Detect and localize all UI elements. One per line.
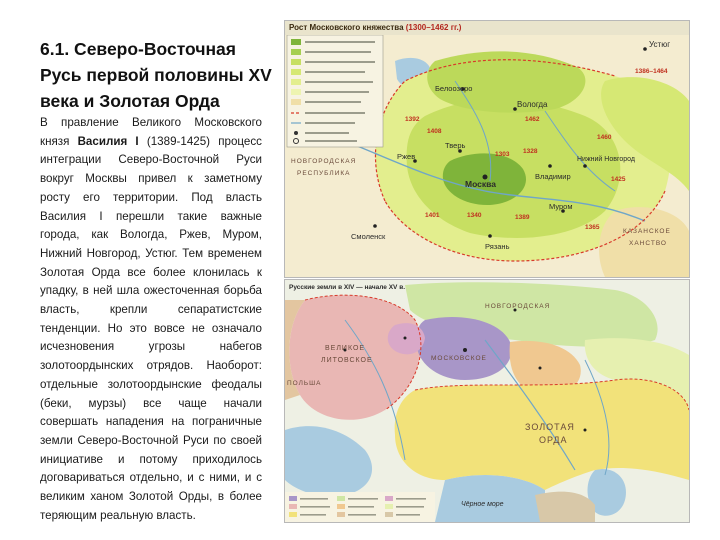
label-year-d: 1328 [523,148,538,155]
map-russian-lands [284,279,690,523]
label-year-j: 1425 [611,176,626,183]
map-top-title [285,21,689,35]
map-bottom-title: Русские земли в XIV — начале XV в. [289,284,406,291]
body-text-part1: В правление Великого Московского князя [40,116,262,148]
label-polsha: ПОЛЬША [287,380,322,387]
label-moskovskoe: МОСКОВСКОЕ [431,355,487,362]
label-novgorodskaya: НОВГОРОДСКАЯ [485,303,551,310]
label-year-e: 1460 [597,134,612,141]
slide-title: 6.1. Северо-Восточная Русь первой половины XV века и Золотая Орда [40,39,272,111]
label-vologda: Вологда [517,100,548,109]
label-moskva: Москва [465,179,496,189]
label-kazan-khanate: КАЗАНСКОЕ [623,228,671,235]
map-moscow-growth [284,20,690,278]
label-smolensk: Смоленск [351,232,386,241]
label-year-ustyug: 1386–1464 [635,68,668,75]
label-novgorod-republic: РЕСПУБЛИКА [297,170,351,177]
label-ryazan: Рязань [485,242,510,251]
label-tver: Тверь [445,141,466,150]
map-russian-lands-graphic [285,280,689,522]
label-ustyug: Устюг [649,40,671,49]
label-orda: ОРДА [539,435,568,445]
label-year-f: 1401 [425,212,440,219]
map-top-title-main: Рост Московского княжества [289,23,404,32]
label-year-g: 1365 [585,224,600,231]
body-text-bold-name: Василия I [77,134,139,148]
label-murom: Муром [549,202,573,211]
label-year-a: 1392 [405,116,420,123]
label-year-c: 1408 [427,128,442,135]
label-year-b: 1303 [495,151,510,158]
label-litovskoe: ЛИТОВСКОЕ [321,357,373,364]
label-rzhev: Ржев [397,152,416,161]
label-year-vologda: 1462 [525,116,540,123]
body-text-part2: (1389-1425) процесс интеграции Северо-Восточной Руси вокруг Москвы привел к заметному росту его территории. Под власть Василия I перешли такие важные города, как Вологда, Ржев, Муром, Нижний Новгород, Устюг. Тем временем Золотая Орда все более клонилась к упадку, в ней шла ожесточенная борьба власть, крепли сепаратистские тенденции. Но это вовсе не означало исчезновения угрозы набегов золотоордынских отрядов. Наоборот: отдельные золотоордынские феодалы (беки, мурзы) все чаще начали совершать нападения на пограничные земли Северо-Восточной Руси по своей инициативе и потому приходилось договариваться отдельно, и с ними, и с великим ханом Золотой Орды, в более теряющим реальную власть. [40,134,262,522]
map-moscow-growth-graphic [285,21,689,277]
label-vladimir: Владимир [535,172,571,181]
slide-body-text [40,114,262,525]
label-year-h: 1340 [467,212,482,219]
label-beloozero: Белоозеро [435,84,473,93]
label-kazan-khanate-2: ХАНСТВО [629,240,667,247]
label-nizhny: Нижний Новгород [577,156,635,163]
label-year-i: 1389 [515,214,530,221]
label-novgorod-region: НОВГОРОДСКАЯ [291,158,357,165]
label-velikoe: ВЕЛИКОЕ [325,345,366,352]
label-zolotaya: ЗОЛОТАЯ [525,422,575,432]
map-top-title-years: (1300–1462 гг.) [405,23,462,32]
label-black-sea: Чёрное море [461,501,504,508]
